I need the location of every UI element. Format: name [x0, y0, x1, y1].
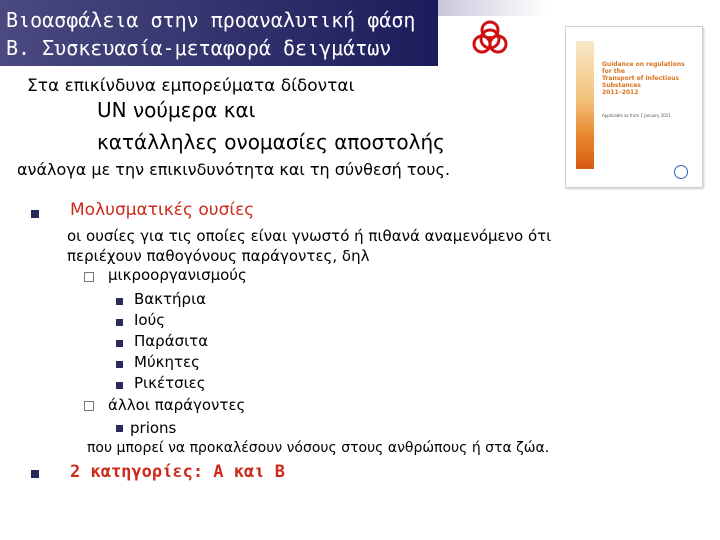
list-item-rickettsiae: Ρικέτσιες — [134, 374, 206, 392]
list-item-prions: prions — [130, 419, 177, 437]
square-bullet-icon — [116, 361, 123, 368]
who-logo-icon — [674, 165, 688, 179]
title-line-2: Β. Συσκευασία-μεταφορά δειγμάτων — [6, 36, 392, 60]
cover-note-graphic: Applicable as from 1 January 2011 — [602, 113, 671, 118]
list-item-bacteria: Βακτήρια — [134, 290, 207, 308]
section1-conclusion: που μπορεί να προκαλέσουν νόσους στους ανθρώπους ή στα ζώα. — [87, 440, 550, 456]
square-bullet-icon — [116, 319, 123, 326]
list-item-fungi: Μύκητες — [134, 353, 200, 371]
cover-gradient-bar — [576, 41, 594, 169]
other-agents-label: άλλοι παράγοντες — [108, 396, 246, 414]
checkbox-bullet-icon — [84, 272, 94, 282]
biohazard-icon — [470, 18, 510, 58]
square-bullet-icon — [116, 382, 123, 389]
checkbox-bullet-icon — [84, 401, 94, 411]
section1-heading: Μολυσματικές ουσίες — [70, 200, 255, 220]
title-line-1: Βιοασφάλεια στην προαναλυτική φάση — [6, 8, 416, 32]
title-banner — [0, 0, 438, 66]
microorganisms-label: μικροοργανισμούς — [108, 266, 247, 284]
square-bullet-icon — [116, 340, 123, 347]
section2-heading: 2 κατηγορίες: Α και Β — [70, 462, 285, 482]
section1-definition-line-1: οι ουσίες για τις οποίες είναι γνωστό ή πιθανά αναμενόμενο ότι — [67, 227, 552, 245]
square-bullet-icon — [31, 470, 39, 478]
square-bullet-icon — [116, 298, 123, 305]
cover-title-graphic: Guidance on regulations for the Transport of Infectious Substances 2011–2012 — [602, 61, 685, 96]
list-item-viruses: Ιούς — [134, 311, 166, 329]
intro-line-1: Στα επικίνδυνα εμπορεύματα δίδονται — [27, 76, 355, 96]
section1-definition-line-2: περιέχουν παθογόνους παράγοντες, δηλ — [67, 247, 370, 265]
who-guidance-cover-image — [565, 26, 703, 188]
title-fade-decoration — [438, 0, 548, 16]
square-bullet-icon — [116, 425, 123, 432]
intro-line-3: κατάλληλες ονομασίες αποστολής — [97, 130, 445, 154]
intro-line-2: UN νούμερα και — [97, 98, 256, 122]
intro-line-4: ανάλογα με την επικινδυνότητα και τη σύνθεσή τους. — [17, 160, 451, 179]
list-item-parasites: Παράσιτα — [134, 332, 209, 350]
square-bullet-icon — [31, 210, 39, 218]
